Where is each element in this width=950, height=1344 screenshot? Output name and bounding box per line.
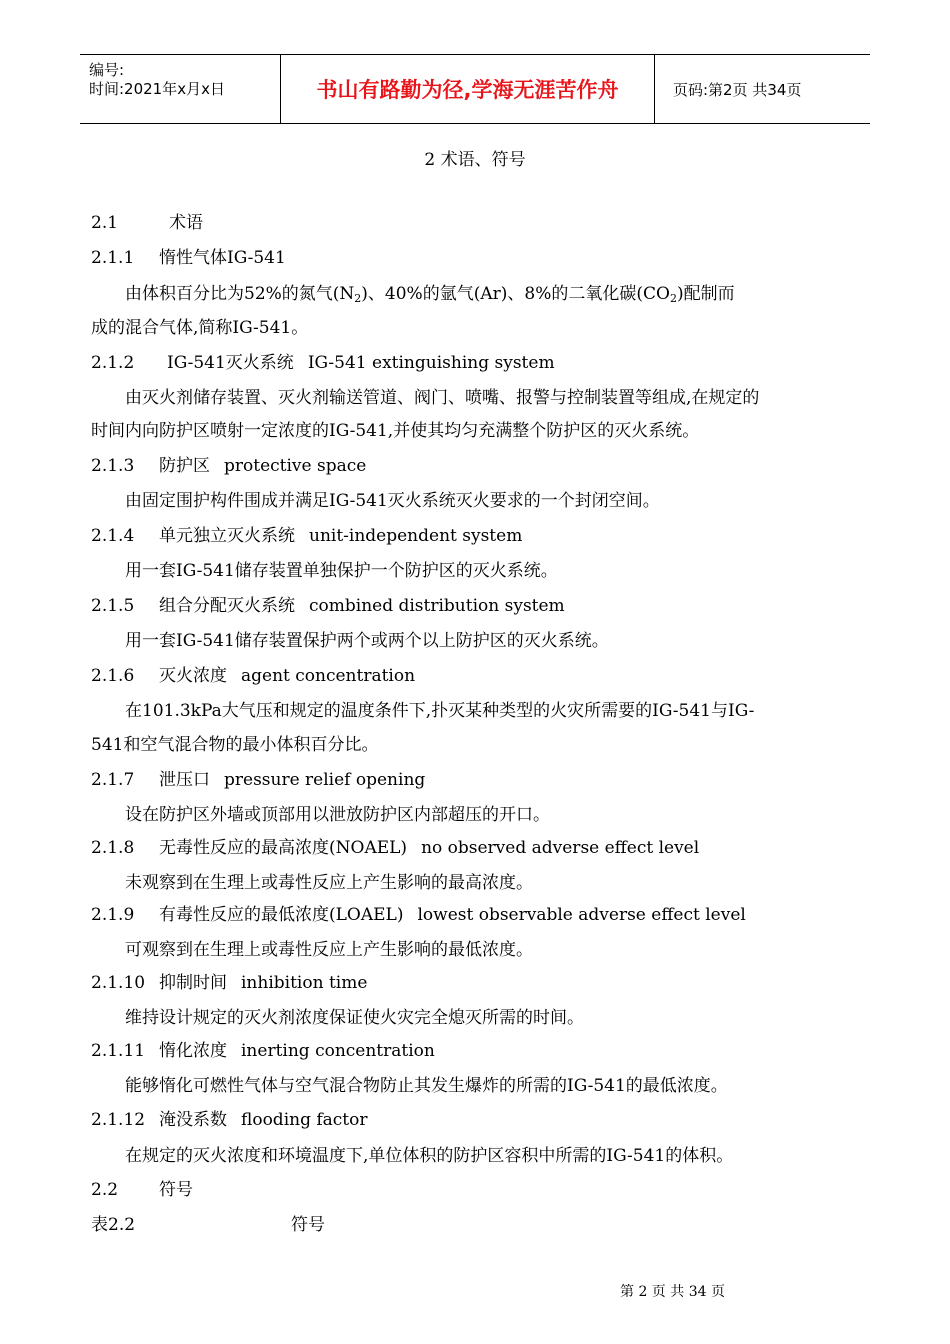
term-definition: 用一套IG-541储存装置保护两个或两个以上防护区的灭火系统。	[125, 631, 609, 651]
section-title: 2 术语、符号	[424, 150, 526, 170]
time-label: 时间:2021年x月x日	[89, 80, 225, 98]
term-number: 2.1.10	[91, 973, 146, 993]
term-definition: 由灭火剂储存装置、灭火剂输送管道、阀门、喷嘴、报警与控制装置等组成,在规定的	[125, 388, 760, 408]
term-number: 2.1.2	[91, 353, 135, 373]
term-cn: 有毒性反应的最低浓度(LOAEL)	[159, 905, 404, 925]
term-cn: 组合分配灭火系统	[159, 596, 295, 616]
definition-text: )配制而	[676, 284, 735, 304]
subsection-title: 术语	[169, 213, 203, 233]
term-definition: 用一套IG-541储存装置单独保护一个防护区的灭火系统。	[125, 561, 558, 581]
term-cn: 防护区	[159, 456, 210, 476]
term-definition: 可观察到在生理上或毒性反应上产生影响的最低浓度。	[125, 940, 533, 960]
table-caption	[91, 1213, 325, 1237]
term-en: lowest observable adverse effect level	[417, 905, 746, 925]
table-title: 符号	[291, 1215, 325, 1235]
header-motto: 书山有路勤为径,学海无涯苦作舟	[281, 55, 655, 123]
term-heading	[91, 836, 699, 860]
term-heading	[91, 971, 367, 995]
term-heading	[91, 903, 746, 927]
term-number: 2.1.6	[91, 666, 135, 686]
term-definition: 未观察到在生理上或毒性反应上产生影响的最高浓度。	[125, 873, 533, 893]
term-number: 2.1.8	[91, 838, 135, 858]
term-en: inerting concentration	[241, 1041, 435, 1061]
term-definition-cont: 时间内向防护区喷射一定浓度的IG-541,并使其均匀充满整个防护区的灭火系统。	[91, 421, 700, 441]
term-heading	[91, 454, 366, 478]
term-heading	[91, 1108, 368, 1132]
term-en: IG-541 extinguishing system	[307, 353, 555, 373]
subsection-title: 符号	[159, 1180, 193, 1200]
term-cn: 灭火浓度	[159, 666, 227, 686]
term-definition-cont: 541和空气混合物的最小体积百分比。	[91, 735, 379, 755]
term-cn: 抑制时间	[159, 973, 227, 993]
term-cn: 淹没系数	[159, 1110, 227, 1130]
term-en: pressure relief opening	[224, 770, 426, 790]
term-cn: 单元独立灭火系统	[159, 526, 295, 546]
term-en: flooding factor	[241, 1110, 368, 1130]
definition-text: )、40%的氩气(Ar)、8%的二氧化碳(CO	[361, 284, 670, 304]
term-number: 2.1.4	[91, 526, 135, 546]
table-number: 表2.2	[91, 1215, 136, 1235]
term-number: 2.1.9	[91, 905, 135, 925]
term-en: unit-independent system	[309, 526, 523, 546]
term-definition: 在规定的灭火浓度和环境温度下,单位体积的防护区容积中所需的IG-541的体积。	[125, 1146, 734, 1166]
subsection-number: 2.2	[91, 1180, 119, 1200]
term-en: protective space	[224, 456, 367, 476]
term-heading	[91, 246, 286, 270]
term-number: 2.1.7	[91, 770, 135, 790]
term-number: 2.1.11	[91, 1041, 146, 1061]
subsection-2-2	[91, 1178, 193, 1202]
term-number: 2.1.5	[91, 596, 135, 616]
term-heading	[91, 351, 555, 375]
term-number: 2.1.3	[91, 456, 135, 476]
subscript: 2	[669, 292, 677, 305]
term-heading	[91, 1039, 435, 1063]
term-number: 2.1.1	[91, 248, 135, 268]
number-label: 编号:	[89, 61, 125, 79]
term-heading	[91, 524, 522, 548]
term-definition: 维持设计规定的灭火剂浓度保证使火灾完全熄灭所需的时间。	[125, 1008, 584, 1028]
term-heading	[91, 664, 415, 688]
term-definition: 设在防护区外墙或顶部用以泄放防护区内部超压的开口。	[125, 805, 550, 825]
term-heading	[91, 594, 565, 618]
definition-text: 由体积百分比为52%的氮气(N	[125, 284, 355, 304]
page-header	[80, 54, 870, 124]
term-definition: 由固定围护构件围成并满足IG-541灭火系统灭火要求的一个封闭空间。	[125, 491, 660, 511]
page-footer: 第 2 页 共 34 页	[620, 1284, 725, 1300]
term-cn: IG-541灭火系统	[167, 353, 294, 373]
term-cn: 惰化浓度	[159, 1041, 227, 1061]
term-number: 2.1.12	[91, 1110, 146, 1130]
term-en: inhibition time	[241, 973, 368, 993]
term-definition: 能够惰化可燃性气体与空气混合物防止其发生爆炸的所需的IG-541的最低浓度。	[125, 1076, 728, 1096]
page-info-text: 页码:第2页 共34页	[673, 80, 802, 99]
term-cn: 无毒性反应的最高浓度(NOAEL)	[159, 838, 408, 858]
subscript: 2	[354, 292, 362, 305]
header-page-info	[663, 55, 870, 123]
term-en: combined distribution system	[309, 596, 565, 616]
term-en: agent concentration	[241, 666, 416, 686]
term-definition-cont: 成的混合气体,简称IG-541。	[91, 318, 309, 338]
term-definition: 在101.3kPa大气压和规定的温度条件下,扑灭某种类型的火灾所需要的IG-541与IG-	[125, 701, 755, 721]
term-definition	[125, 282, 735, 311]
header-meta	[80, 55, 281, 123]
term-en: no observed adverse effect level	[421, 838, 700, 858]
term-cn: 泄压口	[159, 770, 210, 790]
subsection-number: 2.1	[91, 213, 119, 233]
term-cn: 惰性气体IG-541	[159, 248, 286, 268]
term-heading	[91, 768, 425, 792]
subsection-2-1	[91, 211, 203, 235]
